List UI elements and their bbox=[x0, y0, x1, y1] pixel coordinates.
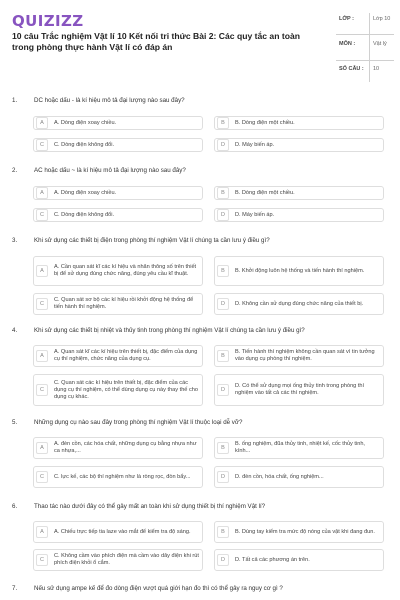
question-number: 2. bbox=[12, 167, 18, 174]
option-letter: A bbox=[36, 265, 48, 277]
answer-option-a[interactable] bbox=[33, 116, 203, 130]
option-letter: D bbox=[217, 298, 229, 310]
option-letter: C bbox=[36, 471, 48, 483]
answer-option-c[interactable] bbox=[33, 466, 203, 488]
answer-option-a[interactable] bbox=[33, 186, 203, 200]
question-text: Những dụng cụ nào sau đây trong phòng thí nghiệm Vật lí thuộc loại dễ vỡ? bbox=[34, 419, 243, 426]
question-number: 5. bbox=[12, 419, 18, 426]
answer-option-c[interactable] bbox=[33, 208, 203, 222]
page-title: 10 câu Trắc nghiệm Vật lí 10 Kết nối tri thức Bài 2: Các quy tắc an toàn trong phòng thực hành Vật lí có đáp án bbox=[12, 31, 300, 52]
answer-option-a[interactable] bbox=[33, 437, 203, 459]
option-text: C. Không cầm vào phích điện mà cầm vào dây điện khi rút phích điện khỏi ổ cắm. bbox=[54, 553, 199, 566]
option-text: D. Có thể sử dụng mọi ống thủy tinh trong phòng thí nghiệm vào tất cả các thí nghiệm. bbox=[235, 383, 365, 396]
answer-option-a[interactable] bbox=[33, 256, 203, 286]
answer-option-c[interactable] bbox=[33, 374, 203, 406]
option-text: B. Khởi động luôn hệ thống và tiến hành thí nghiệm. bbox=[235, 267, 365, 274]
option-letter: C bbox=[36, 139, 48, 151]
answer-option-d[interactable] bbox=[214, 138, 384, 152]
worksheet-header bbox=[0, 0, 400, 84]
option-letter: C bbox=[36, 209, 48, 221]
question-number: 7. bbox=[12, 585, 18, 592]
meta-value: 10 bbox=[373, 66, 380, 72]
option-text: D. đèn cồn, hóa chất, ống nghiệm... bbox=[235, 473, 324, 480]
answer-option-d[interactable] bbox=[214, 466, 384, 488]
meta-value: Lớp 10 bbox=[373, 16, 391, 22]
answer-option-b[interactable] bbox=[214, 345, 384, 367]
meta-label: SỐ CÂU : bbox=[339, 66, 364, 72]
option-text: D. Máy biến áp. bbox=[235, 141, 275, 148]
question-text: Khi sử dụng các thiết bị nhiệt và thủy tinh trong phòng thí nghiệm Vật lí chúng ta cần lưu ý điều gì? bbox=[34, 327, 305, 334]
option-letter: B bbox=[217, 526, 229, 538]
answer-option-d[interactable] bbox=[214, 293, 384, 315]
answer-option-b[interactable] bbox=[214, 256, 384, 286]
meta-separator bbox=[336, 60, 394, 61]
option-text: B. Dòng điện một chiều. bbox=[235, 189, 295, 196]
answer-option-c[interactable] bbox=[33, 138, 203, 152]
answer-option-b[interactable] bbox=[214, 521, 384, 543]
option-text: B. Tiến hành thí nghiệm không cần quan sát vì tin tưởng vào dụng cụ phòng thí nghiệm. bbox=[235, 349, 375, 362]
option-letter: D bbox=[217, 384, 229, 396]
option-letter: B bbox=[217, 187, 229, 199]
option-text: C. lực kế, các bộ thí nghiệm như là ròng rọc, đòn bẩy... bbox=[54, 473, 191, 480]
question-text: DC hoặc dấu - là kí hiệu mô tả đại lượng nào sau đây? bbox=[34, 97, 185, 104]
option-letter: B bbox=[217, 265, 229, 277]
answer-option-d[interactable] bbox=[214, 374, 384, 406]
option-text: D. Tất cả các phương án trên. bbox=[235, 556, 310, 563]
option-text: A. Cần quan sát kĩ các kí hiệu và nhãn thông số trên thiết bị để sử dụng đúng chức năng, đúng yêu cầu kĩ thuật. bbox=[54, 264, 197, 277]
answer-option-d[interactable] bbox=[214, 549, 384, 571]
question-number: 1. bbox=[12, 97, 18, 104]
option-letter: B bbox=[217, 442, 229, 454]
answer-option-a[interactable] bbox=[33, 521, 203, 543]
option-letter: D bbox=[217, 209, 229, 221]
answer-option-a[interactable] bbox=[33, 345, 203, 367]
option-text: A. Quan sát kĩ các kí hiệu trên thiết bị, đặc điểm của dụng cụ thí nghiệm, chức năng của dụng cụ. bbox=[54, 349, 198, 362]
option-letter: A bbox=[36, 117, 48, 129]
option-letter: D bbox=[217, 554, 229, 566]
option-text: A. Chiếu trực tiếp tia laze vào mắt để kiểm tra độ sáng. bbox=[54, 528, 191, 535]
option-letter: C bbox=[36, 384, 48, 396]
meta-label: MÔN : bbox=[339, 41, 356, 47]
option-text: C. Quan sát sơ bộ các kí hiệu rồi khởi động hệ thống để tiến hành thí nghiệm. bbox=[54, 297, 194, 310]
question-text: Khi sử dụng các thiết bị điện trong phòng thí nghiệm Vật lí chúng ta cần lưu ý điều gì? bbox=[34, 237, 270, 244]
option-letter: A bbox=[36, 187, 48, 199]
answer-option-b[interactable] bbox=[214, 186, 384, 200]
question-number: 6. bbox=[12, 503, 18, 510]
question-number: 4. bbox=[12, 327, 18, 334]
question-text: AC hoặc dấu ~ là kí hiệu mô tả đại lượng nào sau đây? bbox=[34, 167, 186, 174]
option-text: A. đèn cồn, các hóa chất, những dụng cụ bằng nhựa như ca nhựa,... bbox=[54, 441, 197, 454]
option-text: C. Dòng điện không đổi. bbox=[54, 211, 115, 218]
answer-option-b[interactable] bbox=[214, 116, 384, 130]
question-text: Thao tác nào dưới đây có thể gây mất an toàn khi sử dụng thiết bị thí nghiệm Vật lí? bbox=[34, 503, 266, 510]
meta-label: LỚP : bbox=[339, 16, 354, 22]
option-letter: D bbox=[217, 139, 229, 151]
option-text: B. Dùng tay kiểm tra mức độ nóng của vật khi đang đun. bbox=[235, 528, 375, 535]
option-text: A. Dòng điện xoay chiều. bbox=[54, 189, 117, 196]
option-letter: D bbox=[217, 471, 229, 483]
option-text: C. Dòng điện không đổi. bbox=[54, 141, 115, 148]
meta-divider bbox=[369, 13, 370, 82]
option-text: B. Dòng điện một chiều. bbox=[235, 119, 295, 126]
answer-option-b[interactable] bbox=[214, 437, 384, 459]
option-text: D. Không cần sử dụng đúng chức năng của thiết bị. bbox=[235, 300, 364, 307]
answer-option-c[interactable] bbox=[33, 549, 203, 571]
option-letter: B bbox=[217, 117, 229, 129]
option-text: C. Quan sát các kí hiệu trên thiết bị, đặc điểm của các dụng cụ thí nghiệm, có thể dùng dụng cụ này thay thế cho dụng cụ khác. bbox=[54, 379, 198, 400]
question-number: 3. bbox=[12, 237, 18, 244]
quizizz-logo: QUIZIZZ bbox=[12, 12, 84, 30]
meta-value: Vật lý bbox=[373, 41, 387, 47]
option-text: A. Dòng điện xoay chiều. bbox=[54, 119, 117, 126]
answer-option-c[interactable] bbox=[33, 293, 203, 315]
option-text: B. ống nghiệm, đũa thủy tinh, nhiệt kế, cốc thủy tinh, kính... bbox=[235, 441, 365, 454]
option-letter: A bbox=[36, 526, 48, 538]
option-letter: C bbox=[36, 554, 48, 566]
answer-option-d[interactable] bbox=[214, 208, 384, 222]
option-letter: A bbox=[36, 350, 48, 362]
option-letter: B bbox=[217, 350, 229, 362]
question-text: Nếu sử dụng ampe kế để đo dòng điện vượt quá giới hạn đo thì có thể gây ra nguy cơ gì ? bbox=[34, 585, 283, 592]
option-text: D. Máy biến áp. bbox=[235, 211, 275, 218]
meta-separator bbox=[336, 34, 394, 35]
option-letter: C bbox=[36, 298, 48, 310]
option-letter: A bbox=[36, 442, 48, 454]
